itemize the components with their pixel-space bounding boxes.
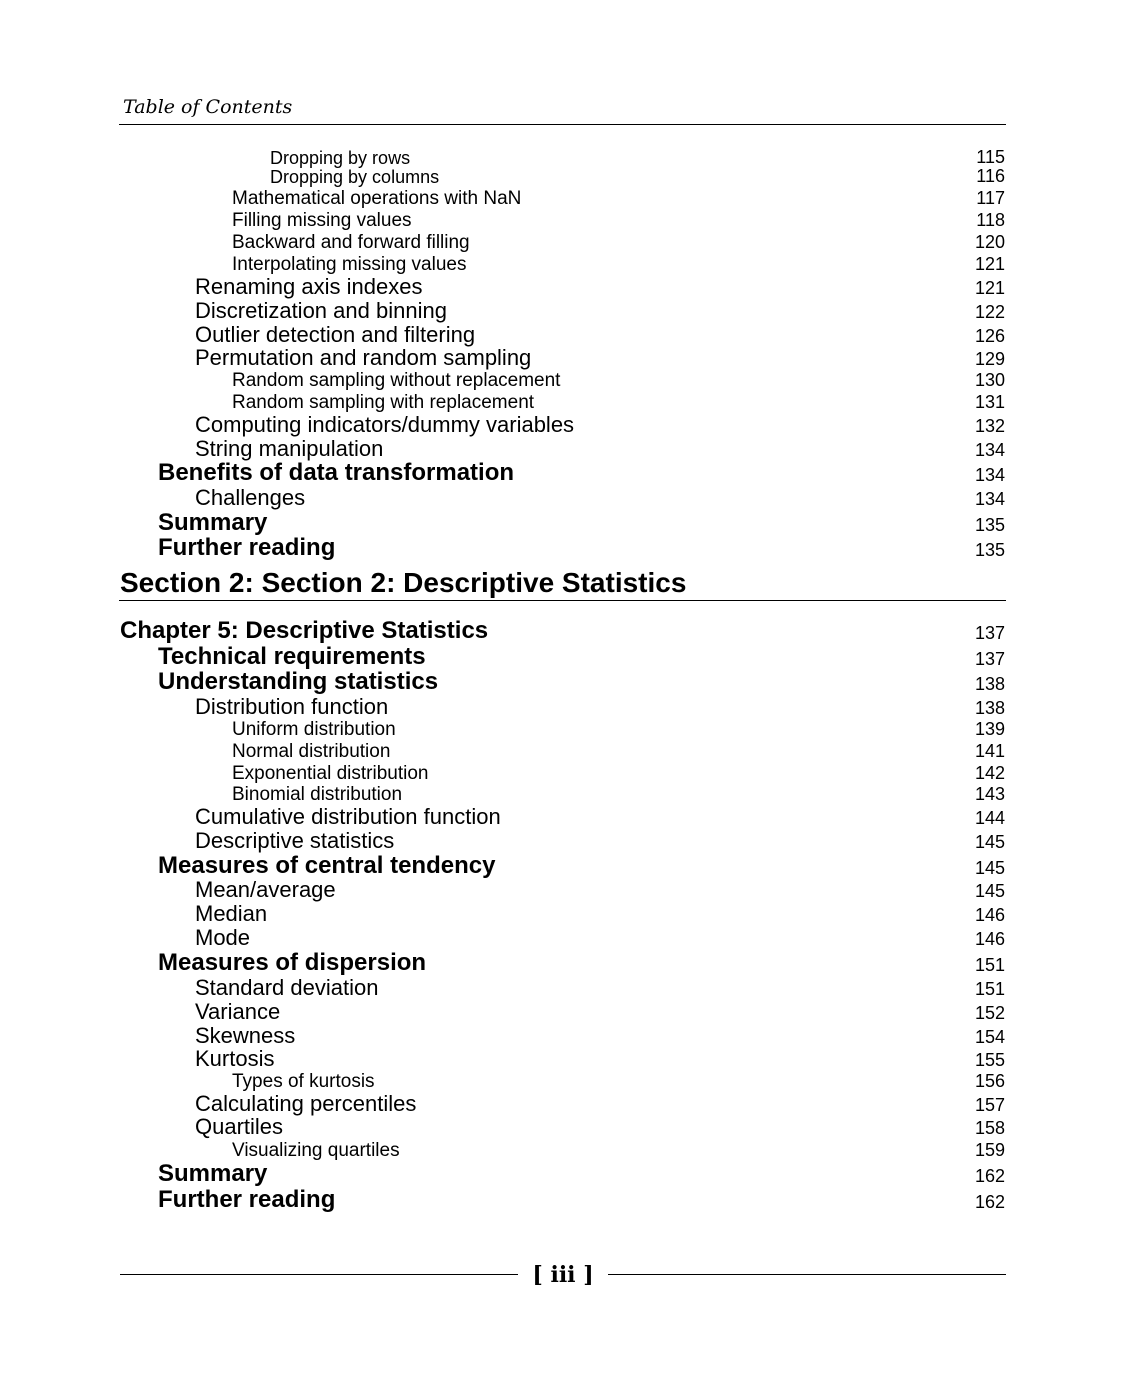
toc-entry-page: 151 <box>974 979 1005 999</box>
toc-entry-page: 135 <box>974 515 1005 535</box>
toc-entry-title: Normal distribution <box>232 741 391 762</box>
toc-entry-page: 138 <box>974 698 1005 718</box>
toc-entry-page: 137 <box>974 623 1005 643</box>
toc-entry-title: Interpolating missing values <box>232 254 467 275</box>
toc-entry-title: Summary <box>158 509 268 536</box>
toc-entry-title: Mean/average <box>195 877 336 902</box>
toc-entry-page: 157 <box>974 1095 1005 1115</box>
running-header-title: Table of Contents <box>123 96 293 118</box>
toc-entry-title: Measures of dispersion <box>158 949 427 976</box>
toc-entry-page: 121 <box>974 278 1005 298</box>
toc-entry-page: 156 <box>974 1071 1005 1091</box>
toc-entry-page: 118 <box>976 210 1005 230</box>
toc-entry-title: Mathematical operations with NaN <box>232 188 522 209</box>
toc-entry-page: 152 <box>974 1003 1005 1023</box>
toc-entry-title: Binomial distribution <box>232 784 403 805</box>
toc-entry-page: 162 <box>974 1192 1005 1212</box>
toc-entry-page: 145 <box>974 832 1005 852</box>
toc-entry[interactable] <box>0 997 1125 1023</box>
toc-entry-title: Visualizing quartiles <box>232 1140 400 1161</box>
toc-entry-title: Median <box>195 901 268 926</box>
toc-entry-title: Dropping by rows <box>270 148 411 168</box>
toc-entry-title: Understanding statistics <box>158 668 439 695</box>
toc-entry[interactable] <box>0 668 1125 694</box>
toc-entry-title: Measures of central tendency <box>158 852 496 879</box>
toc-entry-page: 122 <box>974 302 1005 322</box>
toc-entry-page: 138 <box>974 674 1005 694</box>
toc-entry-page: 130 <box>974 370 1005 390</box>
toc-entry-title: Further reading <box>158 534 336 561</box>
toc-entry-title: Cumulative distribution function <box>195 804 501 829</box>
toc-entry[interactable] <box>0 386 1125 412</box>
toc-entry[interactable] <box>0 973 1125 999</box>
toc-entry-title: Random sampling without replacement <box>232 370 561 391</box>
toc-entry-page: 137 <box>974 649 1005 669</box>
toc-entry-page: 120 <box>974 232 1005 252</box>
toc-entry-title: Quartiles <box>195 1114 284 1139</box>
toc-entry[interactable] <box>0 643 1125 669</box>
toc-entry-title: Renaming axis indexes <box>195 274 423 299</box>
toc-entry[interactable] <box>0 802 1125 828</box>
toc-entry[interactable] <box>0 899 1125 925</box>
toc-entry-title: Kurtosis <box>195 1046 275 1071</box>
toc-entry-title: Types of kurtosis <box>232 1071 375 1092</box>
toc-entry-page: 151 <box>974 955 1005 975</box>
toc-entry-title: Technical requirements <box>158 643 426 670</box>
toc-entry-page: 146 <box>974 929 1005 949</box>
toc-entry-title: Summary <box>158 1160 268 1187</box>
toc-entry-title: Dropping by columns <box>270 167 440 187</box>
toc-entry[interactable] <box>0 1065 1125 1091</box>
toc-entry-page: 158 <box>974 1118 1005 1138</box>
toc-entry-page: 134 <box>974 489 1005 509</box>
toc-entry-title: Random sampling with replacement <box>232 392 535 413</box>
toc-entry[interactable] <box>0 534 1125 560</box>
toc-entry-page: 131 <box>974 392 1005 412</box>
toc-entry-title: Exponential distribution <box>232 763 429 784</box>
toc-entry-title: Distribution function <box>195 694 389 719</box>
toc-entry[interactable] <box>0 483 1125 509</box>
toc-entry-title: Chapter 5: Descriptive Statistics <box>120 617 489 644</box>
toc-entry-page: 155 <box>974 1050 1005 1070</box>
toc-entry-page: 143 <box>974 784 1005 804</box>
toc-entry[interactable] <box>0 617 1125 643</box>
toc-entry-title: Permutation and random sampling <box>195 345 532 370</box>
toc-entry-title: Computing indicators/dummy variables <box>195 412 575 437</box>
toc-entry[interactable] <box>0 459 1125 485</box>
toc-entry-title: Standard deviation <box>195 975 379 1000</box>
toc-entry[interactable] <box>0 1134 1125 1160</box>
page-number: [ iii ] <box>532 1262 594 1288</box>
toc-entry-title: String manipulation <box>195 436 384 461</box>
toc-entry[interactable] <box>0 875 1125 901</box>
toc-entry-page: 159 <box>974 1140 1005 1160</box>
toc-entry[interactable] <box>0 272 1125 298</box>
toc-entry-page: 142 <box>974 763 1005 783</box>
toc-entry[interactable] <box>0 1160 1125 1186</box>
toc-entry[interactable] <box>0 778 1125 804</box>
toc-entry-page: 132 <box>974 416 1005 436</box>
toc-entry-page: 134 <box>974 440 1005 460</box>
toc-entry[interactable] <box>0 509 1125 535</box>
toc-entry-page: 115 <box>976 147 1005 167</box>
toc-entry[interactable] <box>0 1186 1125 1212</box>
toc-entry-page: 145 <box>974 858 1005 878</box>
toc-entry-page: 117 <box>976 188 1005 208</box>
toc-entry-title: Mode <box>195 925 251 950</box>
section-heading[interactable]: Section 2: Section 2: Descriptive Statistics <box>120 567 687 598</box>
toc-entry-page: 134 <box>974 465 1005 485</box>
toc-entry-title: Skewness <box>195 1023 296 1048</box>
toc-entry-page: 146 <box>974 905 1005 925</box>
toc-entry-page: 129 <box>974 349 1005 369</box>
toc-entry-title: Descriptive statistics <box>195 828 395 853</box>
toc-entry-page: 116 <box>976 166 1005 186</box>
toc-entry-page: 135 <box>974 540 1005 560</box>
toc-entry-title: Challenges <box>195 485 306 510</box>
toc-entry-page: 154 <box>974 1027 1005 1047</box>
toc-entry[interactable] <box>0 410 1125 436</box>
toc-entry-page: 141 <box>974 741 1005 761</box>
toc-entry-page: 162 <box>974 1166 1005 1186</box>
toc-entry-title: Discretization and binning <box>195 298 447 323</box>
header-divider <box>119 124 1006 125</box>
toc-entry-page: 126 <box>974 326 1005 346</box>
footer-divider-right <box>608 1274 1006 1275</box>
toc-entry-title: Variance <box>195 999 281 1024</box>
toc-entry-page: 139 <box>974 719 1005 739</box>
toc-entry-title: Uniform distribution <box>232 719 396 740</box>
section-divider <box>119 600 1006 601</box>
toc-entry[interactable] <box>0 949 1125 975</box>
footer-divider-left <box>120 1274 518 1275</box>
toc-entry[interactable] <box>0 248 1125 274</box>
toc-entry-page: 121 <box>974 254 1005 274</box>
toc-entry-page: 144 <box>974 808 1005 828</box>
toc-entry-title: Filling missing values <box>232 210 412 231</box>
toc-entry[interactable] <box>0 434 1125 460</box>
toc-entry-title: Outlier detection and filtering <box>195 322 476 347</box>
toc-entry-title: Benefits of data transformation <box>158 459 515 486</box>
toc-entry[interactable] <box>0 923 1125 949</box>
toc-entry-page: 145 <box>974 881 1005 901</box>
toc-entry[interactable] <box>0 826 1125 852</box>
toc-entry-title: Calculating percentiles <box>195 1091 417 1116</box>
toc-entry-title: Further reading <box>158 1186 336 1213</box>
toc-entry[interactable] <box>0 296 1125 322</box>
toc-entry-title: Backward and forward filling <box>232 232 470 253</box>
